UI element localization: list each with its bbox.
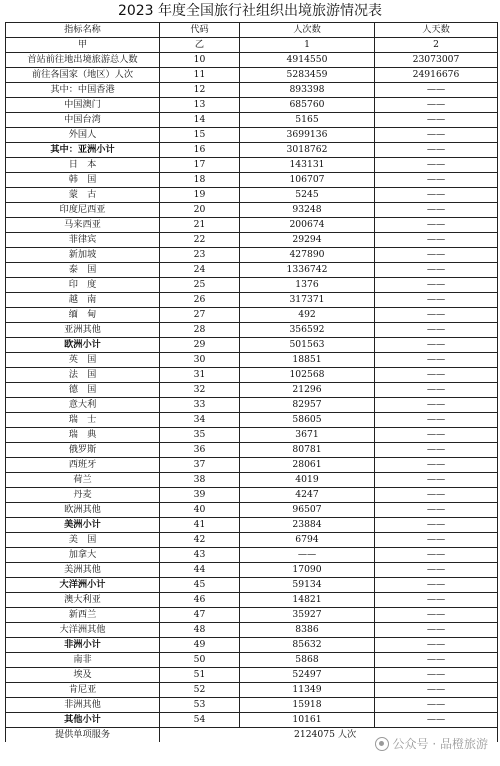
row-persons-cell: 4019 xyxy=(240,473,375,488)
row-days-cell: —— xyxy=(375,593,498,608)
table-row xyxy=(6,68,498,83)
row-name-cell: 印 度 xyxy=(6,278,160,293)
table-row xyxy=(6,173,498,188)
row-days-cell: —— xyxy=(375,713,498,728)
row-persons-cell: 106707 xyxy=(240,173,375,188)
row-code-cell: 46 xyxy=(160,593,240,608)
row-days-cell: —— xyxy=(375,263,498,278)
row-days-cell: —— xyxy=(375,128,498,143)
table-row xyxy=(6,248,498,263)
subheader-persons: 1 xyxy=(240,38,375,53)
row-days-cell: —— xyxy=(375,638,498,653)
row-name-cell: 俄罗斯 xyxy=(6,443,160,458)
row-name-cell: 大洋洲小计 xyxy=(6,578,160,593)
row-days-cell: —— xyxy=(375,458,498,473)
table-row xyxy=(6,233,498,248)
row-days-cell: —— xyxy=(375,323,498,338)
row-code-cell: 12 xyxy=(160,83,240,98)
row-persons-cell: 28061 xyxy=(240,458,375,473)
row-persons-cell: 4914550 xyxy=(240,53,375,68)
row-name-cell: 印度尼西亚 xyxy=(6,203,160,218)
row-name-cell: 其他小计 xyxy=(6,713,160,728)
row-persons-cell: 35927 xyxy=(240,608,375,623)
row-code-cell: 54 xyxy=(160,713,240,728)
row-name-cell: 欧洲其他 xyxy=(6,503,160,518)
row-name-cell: 美洲其他 xyxy=(6,563,160,578)
row-code-cell: 44 xyxy=(160,563,240,578)
row-days-cell: —— xyxy=(375,608,498,623)
row-code-cell: 19 xyxy=(160,188,240,203)
table-row xyxy=(6,158,498,173)
table-row xyxy=(6,638,498,653)
row-code-cell: 38 xyxy=(160,473,240,488)
row-persons-cell: 59134 xyxy=(240,578,375,593)
footer-value: 2124075 人次 xyxy=(160,728,498,743)
row-code-cell: 11 xyxy=(160,68,240,83)
row-persons-cell: 10161 xyxy=(240,713,375,728)
row-name-cell: 埃及 xyxy=(6,668,160,683)
row-persons-cell: 143131 xyxy=(240,158,375,173)
row-code-cell: 22 xyxy=(160,233,240,248)
header-indicator: 指标名称 xyxy=(6,23,160,38)
row-days-cell: —— xyxy=(375,398,498,413)
row-days-cell: —— xyxy=(375,308,498,323)
table-row xyxy=(6,398,498,413)
row-name-cell: 韩 国 xyxy=(6,173,160,188)
table-row xyxy=(6,98,498,113)
row-code-cell: 30 xyxy=(160,353,240,368)
row-persons-cell: 29294 xyxy=(240,233,375,248)
row-code-cell: 14 xyxy=(160,113,240,128)
row-code-cell: 21 xyxy=(160,218,240,233)
row-persons-cell: 317371 xyxy=(240,293,375,308)
row-days-cell: —— xyxy=(375,248,498,263)
row-persons-cell: 18851 xyxy=(240,353,375,368)
row-name-cell: 意大利 xyxy=(6,398,160,413)
row-persons-cell: 5165 xyxy=(240,113,375,128)
table-row xyxy=(6,203,498,218)
row-persons-cell: 3671 xyxy=(240,428,375,443)
row-name-cell: 蒙 古 xyxy=(6,188,160,203)
row-persons-cell: 102568 xyxy=(240,368,375,383)
table-row xyxy=(6,563,498,578)
row-name-cell: 首站前往地出境旅游总人数 xyxy=(6,53,160,68)
watermark xyxy=(375,735,488,752)
row-days-cell: —— xyxy=(375,278,498,293)
row-persons-cell: 96507 xyxy=(240,503,375,518)
table-row xyxy=(6,218,498,233)
table-row xyxy=(6,53,498,68)
row-persons-cell: 356592 xyxy=(240,323,375,338)
subheader-days: 2 xyxy=(375,38,498,53)
row-days-cell: —— xyxy=(375,578,498,593)
row-persons-cell: 5868 xyxy=(240,653,375,668)
row-name-cell: 美洲小计 xyxy=(6,518,160,533)
table-row xyxy=(6,698,498,713)
table-row xyxy=(6,473,498,488)
row-name-cell: 澳大利亚 xyxy=(6,593,160,608)
row-days-cell: —— xyxy=(375,218,498,233)
row-days-cell: —— xyxy=(375,83,498,98)
row-name-cell: 英 国 xyxy=(6,353,160,368)
row-code-cell: 28 xyxy=(160,323,240,338)
row-code-cell: 52 xyxy=(160,683,240,698)
row-name-cell: 越 南 xyxy=(6,293,160,308)
row-days-cell: —— xyxy=(375,203,498,218)
row-persons-cell: 427890 xyxy=(240,248,375,263)
outbound-tourism-table xyxy=(5,22,498,742)
row-persons-cell: 82957 xyxy=(240,398,375,413)
row-name-cell: 法 国 xyxy=(6,368,160,383)
row-persons-cell: 58605 xyxy=(240,413,375,428)
table-row xyxy=(6,113,498,128)
table-row xyxy=(6,653,498,668)
row-code-cell: 20 xyxy=(160,203,240,218)
table-row xyxy=(6,623,498,638)
row-persons-cell: 200674 xyxy=(240,218,375,233)
row-days-cell: —— xyxy=(375,383,498,398)
table-row xyxy=(6,308,498,323)
row-code-cell: 49 xyxy=(160,638,240,653)
row-persons-cell: 80781 xyxy=(240,443,375,458)
row-name-cell: 新西兰 xyxy=(6,608,160,623)
table-row xyxy=(6,503,498,518)
row-name-cell: 缅 甸 xyxy=(6,308,160,323)
row-days-cell: —— xyxy=(375,563,498,578)
header-persons: 人次数 xyxy=(240,23,375,38)
table-row xyxy=(6,83,498,98)
row-persons-cell: 8386 xyxy=(240,623,375,638)
row-persons-cell: 52497 xyxy=(240,668,375,683)
row-persons-cell: 5245 xyxy=(240,188,375,203)
table-row xyxy=(6,533,498,548)
row-code-cell: 42 xyxy=(160,533,240,548)
row-days-cell: —— xyxy=(375,653,498,668)
row-days-cell: —— xyxy=(375,158,498,173)
table-row xyxy=(6,428,498,443)
row-persons-cell: 6794 xyxy=(240,533,375,548)
table-row xyxy=(6,188,498,203)
subheader-indicator: 甲 xyxy=(6,38,160,53)
table-row xyxy=(6,458,498,473)
row-persons-cell: 85632 xyxy=(240,638,375,653)
row-name-cell: 荷兰 xyxy=(6,473,160,488)
row-days-cell: —— xyxy=(375,113,498,128)
row-name-cell: 亚洲其他 xyxy=(6,323,160,338)
row-code-cell: 32 xyxy=(160,383,240,398)
table-row xyxy=(6,713,498,728)
row-code-cell: 40 xyxy=(160,503,240,518)
row-code-cell: 35 xyxy=(160,428,240,443)
table-row xyxy=(6,668,498,683)
table-row xyxy=(6,488,498,503)
row-days-cell: —— xyxy=(375,413,498,428)
table-row xyxy=(6,608,498,623)
row-days-cell: —— xyxy=(375,428,498,443)
row-days-cell: —— xyxy=(375,338,498,353)
row-days-cell: —— xyxy=(375,293,498,308)
row-name-cell: 其中：中国香港 xyxy=(6,83,160,98)
row-persons-cell: 685760 xyxy=(240,98,375,113)
row-code-cell: 17 xyxy=(160,158,240,173)
row-persons-cell: 93248 xyxy=(240,203,375,218)
table-row xyxy=(6,443,498,458)
row-code-cell: 29 xyxy=(160,338,240,353)
table-row xyxy=(6,518,498,533)
table-row xyxy=(6,683,498,698)
row-persons-cell: 11349 xyxy=(240,683,375,698)
row-code-cell: 13 xyxy=(160,98,240,113)
header-days: 人天数 xyxy=(375,23,498,38)
table-row xyxy=(6,383,498,398)
row-code-cell: 26 xyxy=(160,293,240,308)
row-code-cell: 51 xyxy=(160,668,240,683)
row-code-cell: 31 xyxy=(160,368,240,383)
row-days-cell: —— xyxy=(375,698,498,713)
table-row xyxy=(6,293,498,308)
footer-label: 提供单项服务 xyxy=(6,728,160,743)
subheader-code: 乙 xyxy=(160,38,240,53)
row-name-cell: 泰 国 xyxy=(6,263,160,278)
row-name-cell: 中国澳门 xyxy=(6,98,160,113)
row-code-cell: 47 xyxy=(160,608,240,623)
row-name-cell: 南非 xyxy=(6,653,160,668)
row-name-cell: 瑞 典 xyxy=(6,428,160,443)
row-persons-cell: 4247 xyxy=(240,488,375,503)
row-code-cell: 53 xyxy=(160,698,240,713)
row-name-cell: 肯尼亚 xyxy=(6,683,160,698)
row-days-cell: —— xyxy=(375,623,498,638)
row-name-cell: 新加坡 xyxy=(6,248,160,263)
row-days-cell: —— xyxy=(375,473,498,488)
row-code-cell: 15 xyxy=(160,128,240,143)
row-code-cell: 18 xyxy=(160,173,240,188)
row-code-cell: 25 xyxy=(160,278,240,293)
row-code-cell: 23 xyxy=(160,248,240,263)
row-persons-cell: 21296 xyxy=(240,383,375,398)
row-name-cell: 非洲其他 xyxy=(6,698,160,713)
row-code-cell: 45 xyxy=(160,578,240,593)
row-days-cell: —— xyxy=(375,173,498,188)
row-persons-cell: 3018762 xyxy=(240,143,375,158)
row-name-cell: 欧洲小计 xyxy=(6,338,160,353)
row-code-cell: 16 xyxy=(160,143,240,158)
row-name-cell: 美 国 xyxy=(6,533,160,548)
table-row xyxy=(6,143,498,158)
table-row xyxy=(6,548,498,563)
row-persons-cell: 501563 xyxy=(240,338,375,353)
row-code-cell: 50 xyxy=(160,653,240,668)
row-persons-cell: 14821 xyxy=(240,593,375,608)
row-days-cell: 23073007 xyxy=(375,53,498,68)
row-days-cell: —— xyxy=(375,143,498,158)
table-row xyxy=(6,413,498,428)
row-name-cell: 加拿大 xyxy=(6,548,160,563)
header-row xyxy=(6,23,498,38)
row-persons-cell: 1376 xyxy=(240,278,375,293)
table-row xyxy=(6,278,498,293)
row-name-cell: 前往各国家（地区）人次 xyxy=(6,68,160,83)
row-name-cell: 瑞 士 xyxy=(6,413,160,428)
row-name-cell: 西班牙 xyxy=(6,458,160,473)
row-code-cell: 48 xyxy=(160,623,240,638)
row-days-cell: —— xyxy=(375,488,498,503)
row-persons-cell: 15918 xyxy=(240,698,375,713)
row-days-cell: 24916676 xyxy=(375,68,498,83)
row-days-cell: —— xyxy=(375,188,498,203)
row-name-cell: 日 本 xyxy=(6,158,160,173)
row-name-cell: 马来西亚 xyxy=(6,218,160,233)
table-row xyxy=(6,128,498,143)
row-name-cell: 丹麦 xyxy=(6,488,160,503)
row-days-cell: —— xyxy=(375,668,498,683)
row-code-cell: 27 xyxy=(160,308,240,323)
row-name-cell: 外国人 xyxy=(6,128,160,143)
row-days-cell: —— xyxy=(375,683,498,698)
row-days-cell: —— xyxy=(375,518,498,533)
page-title: 2023 年度全国旅行社组织出境旅游情况表 xyxy=(117,3,383,19)
row-name-cell: 菲律宾 xyxy=(6,233,160,248)
row-code-cell: 43 xyxy=(160,548,240,563)
table-row xyxy=(6,263,498,278)
table-row xyxy=(6,338,498,353)
table-row xyxy=(6,353,498,368)
row-persons-cell: 893398 xyxy=(240,83,375,98)
row-code-cell: 39 xyxy=(160,488,240,503)
row-persons-cell: —— xyxy=(240,548,375,563)
table-row xyxy=(6,323,498,338)
table-row xyxy=(6,593,498,608)
row-days-cell: —— xyxy=(375,368,498,383)
row-days-cell: —— xyxy=(375,533,498,548)
row-code-cell: 41 xyxy=(160,518,240,533)
row-name-cell: 中国台湾 xyxy=(6,113,160,128)
row-name-cell: 德 国 xyxy=(6,383,160,398)
row-name-cell: 大洋洲其他 xyxy=(6,623,160,638)
row-days-cell: —— xyxy=(375,503,498,518)
row-code-cell: 36 xyxy=(160,443,240,458)
row-days-cell: —— xyxy=(375,233,498,248)
row-persons-cell: 492 xyxy=(240,308,375,323)
row-persons-cell: 23884 xyxy=(240,518,375,533)
row-days-cell: —— xyxy=(375,548,498,563)
row-days-cell: —— xyxy=(375,353,498,368)
row-persons-cell: 1336742 xyxy=(240,263,375,278)
header-code: 代码 xyxy=(160,23,240,38)
row-days-cell: —— xyxy=(375,443,498,458)
wechat-icon xyxy=(375,737,389,751)
row-days-cell: —— xyxy=(375,98,498,113)
table-row xyxy=(6,368,498,383)
row-code-cell: 37 xyxy=(160,458,240,473)
row-code-cell: 33 xyxy=(160,398,240,413)
table-row xyxy=(6,578,498,593)
row-persons-cell: 3699136 xyxy=(240,128,375,143)
row-persons-cell: 17090 xyxy=(240,563,375,578)
row-code-cell: 24 xyxy=(160,263,240,278)
row-persons-cell: 5283459 xyxy=(240,68,375,83)
row-name-cell: 非洲小计 xyxy=(6,638,160,653)
watermark-text: 公众号 · 品橙旅游 xyxy=(392,737,488,751)
row-code-cell: 10 xyxy=(160,53,240,68)
subheader-row xyxy=(6,38,498,53)
row-code-cell: 34 xyxy=(160,413,240,428)
row-name-cell: 其中：亚洲小计 xyxy=(6,143,160,158)
